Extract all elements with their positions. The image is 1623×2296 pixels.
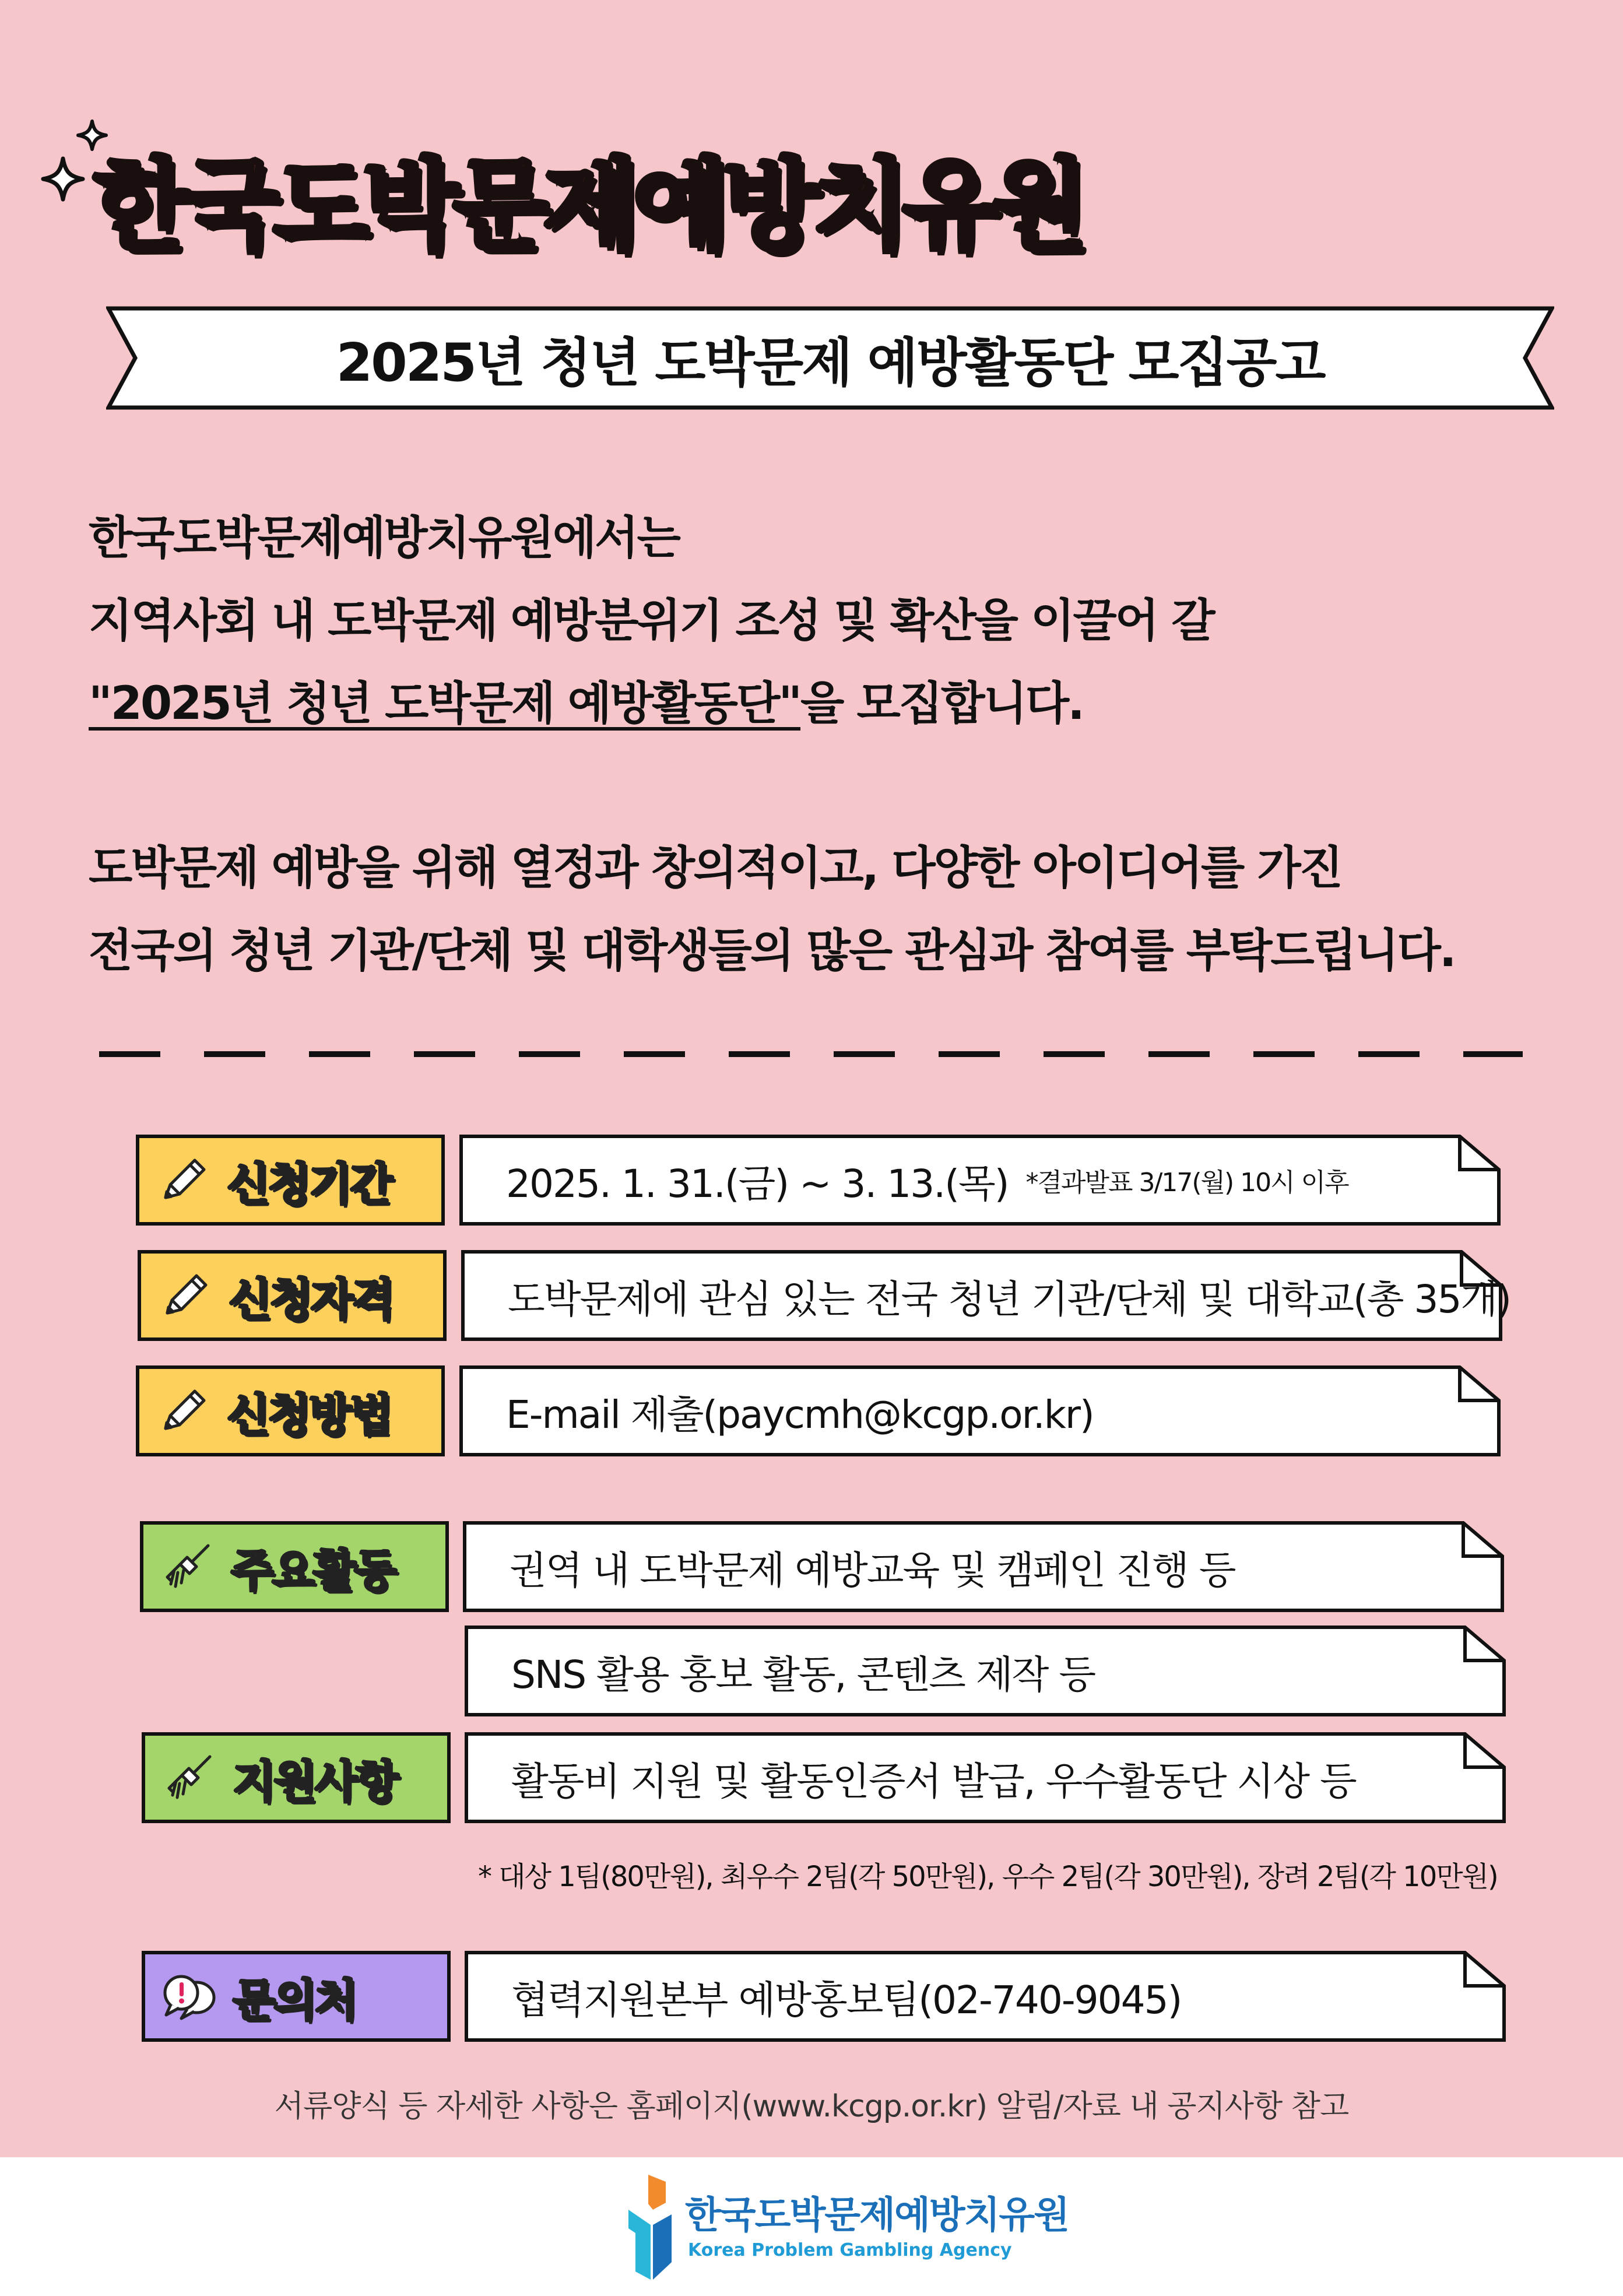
intro-line-rest: 을 모집합니다. [800, 677, 1083, 730]
award-note: * 대상 1팀(80만원), 최우수 2팀(각 50만원), 우수 2팀(각 30만원), 장려 2팀(각 10만원) [478, 1860, 1498, 1893]
label-text: 주요활동 [231, 1544, 395, 1596]
brush-icon [143, 1525, 231, 1609]
contact-value: 협력지원본부 예방홍보팀(02-740-9045) [511, 1977, 1182, 2023]
eligibility-value: 도박문제에 관심 있는 전국 청년 기관/단체 및 대학교(총 35개) [508, 1276, 1510, 1322]
value-box-activities-1 [463, 1521, 1504, 1612]
label-eligibility [138, 1250, 447, 1341]
activities-value-1: 권역 내 도박문제 예방교육 및 캠페인 진행 등 [510, 1547, 1235, 1593]
speech-bubble-icon [145, 1954, 233, 2038]
value-box-activities-2 [465, 1626, 1506, 1716]
banner-title: 2025년 청년 도박문제 예방활동단 모집공고 [336, 332, 1325, 394]
program-name: "2025년 청년 도박문제 예방활동단" [89, 677, 801, 730]
homepage-note: 서류양식 등 자세한 사항은 홈페이지(www.kcgp.or.kr) 알림/자료 내 공지사항 참고 [274, 2089, 1349, 2124]
logo-name-korean: 한국도박문제예방치유원 [685, 2194, 1069, 2237]
pencil-icon [141, 1254, 229, 1337]
label-text: 문의처 [233, 1974, 356, 2026]
result-note: *결과발표 3/17(월) 10시 이후 [1025, 1168, 1348, 1198]
value-box-method [459, 1365, 1501, 1456]
value-box-contact [465, 1951, 1506, 2042]
intro-line [89, 662, 1546, 745]
brush-icon [145, 1736, 233, 1820]
intro-line: 전국의 청년 기관/단체 및 대학생들의 많은 관심과 참여를 부탁드립니다. [89, 925, 1455, 977]
label-text: 신청기간 [227, 1157, 391, 1210]
dashed-divider [99, 1051, 1523, 1057]
period-value: 2025. 1. 31.(금) ~ 3. 13.(목) [506, 1161, 1009, 1206]
logo-name-english: Korea Problem Gambling Agency [688, 2240, 1012, 2260]
title-banner [106, 306, 1554, 410]
label-text: 지원사항 [233, 1755, 397, 1807]
label-period [136, 1135, 445, 1226]
value-box-eligibility [461, 1250, 1510, 1341]
pencil-icon [139, 1138, 227, 1222]
intro-line: 도박문제 예방을 위해 열정과 창의적이고, 다양한 아이디어를 가진 [89, 842, 1342, 894]
footer-bar [0, 2157, 1623, 2296]
activities-value-2: SNS 활용 홍보 활동, 콘텐츠 제작 등 [511, 1652, 1095, 1697]
label-activities [140, 1521, 449, 1612]
support-value: 활동비 지원 및 활동인증서 발급, 우수활동단 시상 등 [511, 1758, 1356, 1804]
value-box-support [465, 1732, 1506, 1823]
label-support [142, 1732, 451, 1823]
pencil-icon [139, 1369, 227, 1453]
value-box-period [459, 1135, 1501, 1226]
label-contact [142, 1951, 451, 2042]
intro-line: 한국도박문제예방치유원에서는 [89, 512, 679, 564]
label-text: 신청방법 [227, 1388, 391, 1441]
agency-logo-mark [618, 2169, 682, 2286]
method-value: E-mail 제출(paycmh@kcgp.or.kr) [506, 1392, 1094, 1437]
label-method [136, 1365, 445, 1456]
org-title: 한국도박문제예방치유원 [93, 148, 1083, 264]
label-text: 신청자격 [229, 1273, 393, 1325]
intro-line: 지역사회 내 도박문제 예방분위기 조성 및 확산을 이끌어 갈 [89, 595, 1214, 647]
intro-text [89, 497, 1546, 992]
